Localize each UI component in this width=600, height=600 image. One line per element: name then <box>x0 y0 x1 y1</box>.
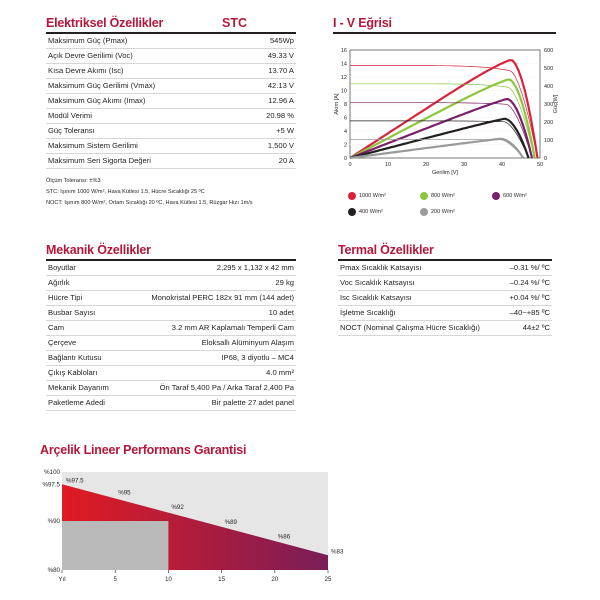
thermal-table <box>338 260 552 336</box>
spec-value: 20 A <box>216 153 296 168</box>
spec-label: NOCT (Nominal Çalışma Hücre Sıcaklığı) <box>338 320 492 335</box>
legend-label: 1000 W/m² <box>359 193 386 199</box>
spec-row <box>46 260 296 275</box>
legend-label: 600 W/m² <box>503 193 527 199</box>
spec-label: Cam <box>46 320 141 335</box>
warranty-title: Arçelik Lineer Performans Garantisi <box>40 443 247 457</box>
spec-row <box>46 33 296 48</box>
spec-row <box>46 365 296 380</box>
iv-x-tick: 10 <box>384 162 392 168</box>
spec-value: Monokristal PERC 182x 91 mm (144 adet) <box>141 290 296 305</box>
spec-label: Isc Sıcaklık Katsayısı <box>338 290 492 305</box>
spec-label: Busbar Sayısı <box>46 305 141 320</box>
legend-item <box>348 192 386 200</box>
warranty-point-label: %92 <box>171 504 184 512</box>
warranty-y-tick: %100 <box>44 469 60 476</box>
warranty-point-label: %89 <box>224 518 237 526</box>
legend-swatch <box>420 192 428 200</box>
iv-y-right-tick: 0 <box>544 155 548 162</box>
spec-row <box>338 275 552 290</box>
spec-label: Maksimum Güç (Pmax) <box>46 33 216 48</box>
legend-swatch <box>348 208 356 216</box>
spec-value: Bir palette 27 adet panel <box>141 395 296 410</box>
spec-label: İşletme Sıcaklığı <box>338 305 492 320</box>
warranty-point-label: %95 <box>118 489 131 497</box>
legend-label: 200 W/m² <box>431 209 455 215</box>
spec-value: 29 kg <box>141 275 296 290</box>
spec-row <box>46 48 296 63</box>
spec-label: Bağlantı Kutusu <box>46 350 141 365</box>
iv-y-left-tick: 4 <box>343 128 347 135</box>
spec-label: Maksimum Güç Akımı (Imax) <box>46 93 216 108</box>
spec-row <box>46 108 296 123</box>
iv-x-tick: 20 <box>422 162 430 168</box>
spec-row <box>46 275 296 290</box>
iv-x-tick: 40 <box>498 162 506 168</box>
iv-y-right-tick: 600 <box>544 47 554 54</box>
thermal-title: Termal Özellikler <box>338 243 434 257</box>
iv-y-right-label: Güç[W] <box>553 94 559 114</box>
legend-item <box>492 192 527 200</box>
spec-label: Kısa Devre Akımı (Isc) <box>46 63 216 78</box>
warranty-y-tick: %97.5 <box>42 481 60 489</box>
spec-label: Ağırlık <box>46 275 141 290</box>
spec-label: Pmax Sıcaklık Katsayısı <box>338 260 492 275</box>
spec-value: 49.33 V <box>216 48 296 63</box>
warranty-x-tick: 5 <box>113 576 117 583</box>
spec-row <box>46 395 296 410</box>
legend-label: 400 W/m² <box>359 209 383 215</box>
warranty-x-tick: 10 <box>164 576 172 583</box>
legend-swatch <box>420 208 428 216</box>
iv-x-tick: 50 <box>536 162 544 168</box>
stc-column-header: STC <box>222 16 247 30</box>
spec-label: Güç Toleransı <box>46 123 216 138</box>
iv-title-rule <box>333 32 556 34</box>
iv-y-left-tick: 14 <box>340 61 347 68</box>
warranty-point-label: %86 <box>277 533 291 541</box>
iv-y-left-tick: 2 <box>343 142 347 149</box>
note-noct: NOCT: Işınım 800 W/m², Ortam Sıcaklığı 20 ºC, Hava Kütlesi 1.5, Rüzgar Hızı 1m/s <box>46 200 253 206</box>
iv-y-right-tick: 200 <box>544 119 554 126</box>
spec-label: Maksimum Seri Sigorta Değeri <box>46 153 216 168</box>
spec-row <box>338 260 552 275</box>
spec-value: Ön Taraf 5,400 Pa / Arka Taraf 2,400 Pa <box>141 380 296 395</box>
legend-item <box>420 192 455 200</box>
spec-row <box>46 153 296 168</box>
spec-row <box>338 305 552 320</box>
iv-y-left-tick: 10 <box>340 88 347 95</box>
spec-value: Eloksallı Alüminyum Alaşım <box>141 335 296 350</box>
warranty-x-tick: 20 <box>271 576 279 583</box>
legend-swatch <box>348 192 356 200</box>
spec-label: Boyutlar <box>46 260 141 275</box>
iv-title: I - V Eğrisi <box>333 16 392 30</box>
spec-value: 1,500 V <box>216 138 296 153</box>
spec-value: IP68, 3 diyotlu – MC4 <box>141 350 296 365</box>
spec-label: Hücre Tipi <box>46 290 141 305</box>
spec-label: Açık Devre Gerilimi (Voc) <box>46 48 216 63</box>
spec-label: Çıkış Kabloları <box>46 365 141 380</box>
iv-y-right-tick: 400 <box>544 83 554 90</box>
warranty-point-label: %83 <box>331 548 344 556</box>
legend-label: 800 W/m² <box>431 193 455 199</box>
iv-chart <box>330 38 560 188</box>
spec-value: 3.2 mm AR Kaplamalı Temperli Cam <box>141 320 296 335</box>
iv-y-left-tick: 6 <box>343 115 347 122</box>
electrical-title: Elektriksel Özellikler <box>46 16 164 30</box>
warranty-standard-step <box>62 521 168 570</box>
mechanical-title: Mekanik Özellikler <box>46 243 151 257</box>
iv-y-left-label: Akım [A] <box>334 93 340 115</box>
spec-value: +5 W <box>216 123 296 138</box>
warranty-y-tick: %80 <box>47 567 60 574</box>
spec-row <box>46 380 296 395</box>
spec-row <box>46 350 296 365</box>
spec-value: –40~+85 ºC <box>492 305 552 320</box>
warranty-y-tick: %90 <box>47 518 60 525</box>
electrical-table <box>46 33 296 169</box>
spec-row <box>46 320 296 335</box>
spec-row <box>338 320 552 335</box>
iv-x-tick: 0 <box>348 162 352 168</box>
iv-y-right-tick: 500 <box>544 65 554 72</box>
spec-value: –0.24 %/ ºC <box>492 275 552 290</box>
legend-swatch <box>492 192 500 200</box>
spec-row <box>46 78 296 93</box>
note-tolerance: Ölçüm Toleransı: ±%3 <box>46 178 101 184</box>
electrical-notes <box>46 176 253 209</box>
spec-value: –0.31 %/ ºC <box>492 260 552 275</box>
warranty-x-tick: 15 <box>218 576 226 583</box>
spec-row <box>46 305 296 320</box>
note-stc: STC: Işınım 1000 W/m², Hava Kütlesi 1.5, Hücre Sıcaklığı 25 ºC <box>46 189 205 195</box>
warranty-x-tick: Yıl <box>58 576 66 583</box>
iv-x-tick: 30 <box>460 162 468 168</box>
spec-value: 545Wp <box>216 33 296 48</box>
spec-label: Paketleme Adedi <box>46 395 141 410</box>
warranty-point-label: %97.5 <box>66 477 84 485</box>
spec-label: Maksimum Güç Gerilimi (Vmax) <box>46 78 216 93</box>
spec-row <box>338 290 552 305</box>
spec-value: 10 adet <box>141 305 296 320</box>
spec-label: Maksimum Sistem Gerilimi <box>46 138 216 153</box>
iv-y-left-tick: 12 <box>340 74 347 81</box>
spec-value: 44±2 ºC <box>492 320 552 335</box>
spec-label: Modül Verimi <box>46 108 216 123</box>
mechanical-table <box>46 260 296 411</box>
iv-x-axis-label: Gerilim [V] <box>431 170 459 176</box>
spec-label: Voc Sıcaklık Katsayısı <box>338 275 492 290</box>
spec-value: 42.13 V <box>216 78 296 93</box>
warranty-x-tick: 25 <box>324 576 332 583</box>
iv-y-left-tick: 8 <box>343 101 347 108</box>
spec-row <box>46 335 296 350</box>
spec-value: 4.0 mm² <box>141 365 296 380</box>
spec-value: +0.04 %/ ºC <box>492 290 552 305</box>
iv-y-left-tick: 16 <box>340 47 347 54</box>
iv-y-right-tick: 100 <box>544 137 554 144</box>
spec-row <box>46 138 296 153</box>
spec-row <box>46 123 296 138</box>
iv-y-right-tick: 300 <box>544 101 554 108</box>
warranty-chart <box>38 462 344 597</box>
spec-value: 12.96 A <box>216 93 296 108</box>
spec-label: Çerçeve <box>46 335 141 350</box>
spec-value: 2,295 x 1,132 x 42 mm <box>141 260 296 275</box>
legend-item <box>348 208 383 216</box>
spec-row <box>46 63 296 78</box>
spec-value: 20.98 % <box>216 108 296 123</box>
iv-legend <box>348 192 558 222</box>
spec-label: Mekanik Dayanım <box>46 380 141 395</box>
power-curve-2 <box>350 99 532 158</box>
spec-value: 13.70 A <box>216 63 296 78</box>
iv-y-left-tick: 0 <box>343 155 347 162</box>
spec-row <box>46 93 296 108</box>
legend-item <box>420 208 455 216</box>
spec-row <box>46 290 296 305</box>
